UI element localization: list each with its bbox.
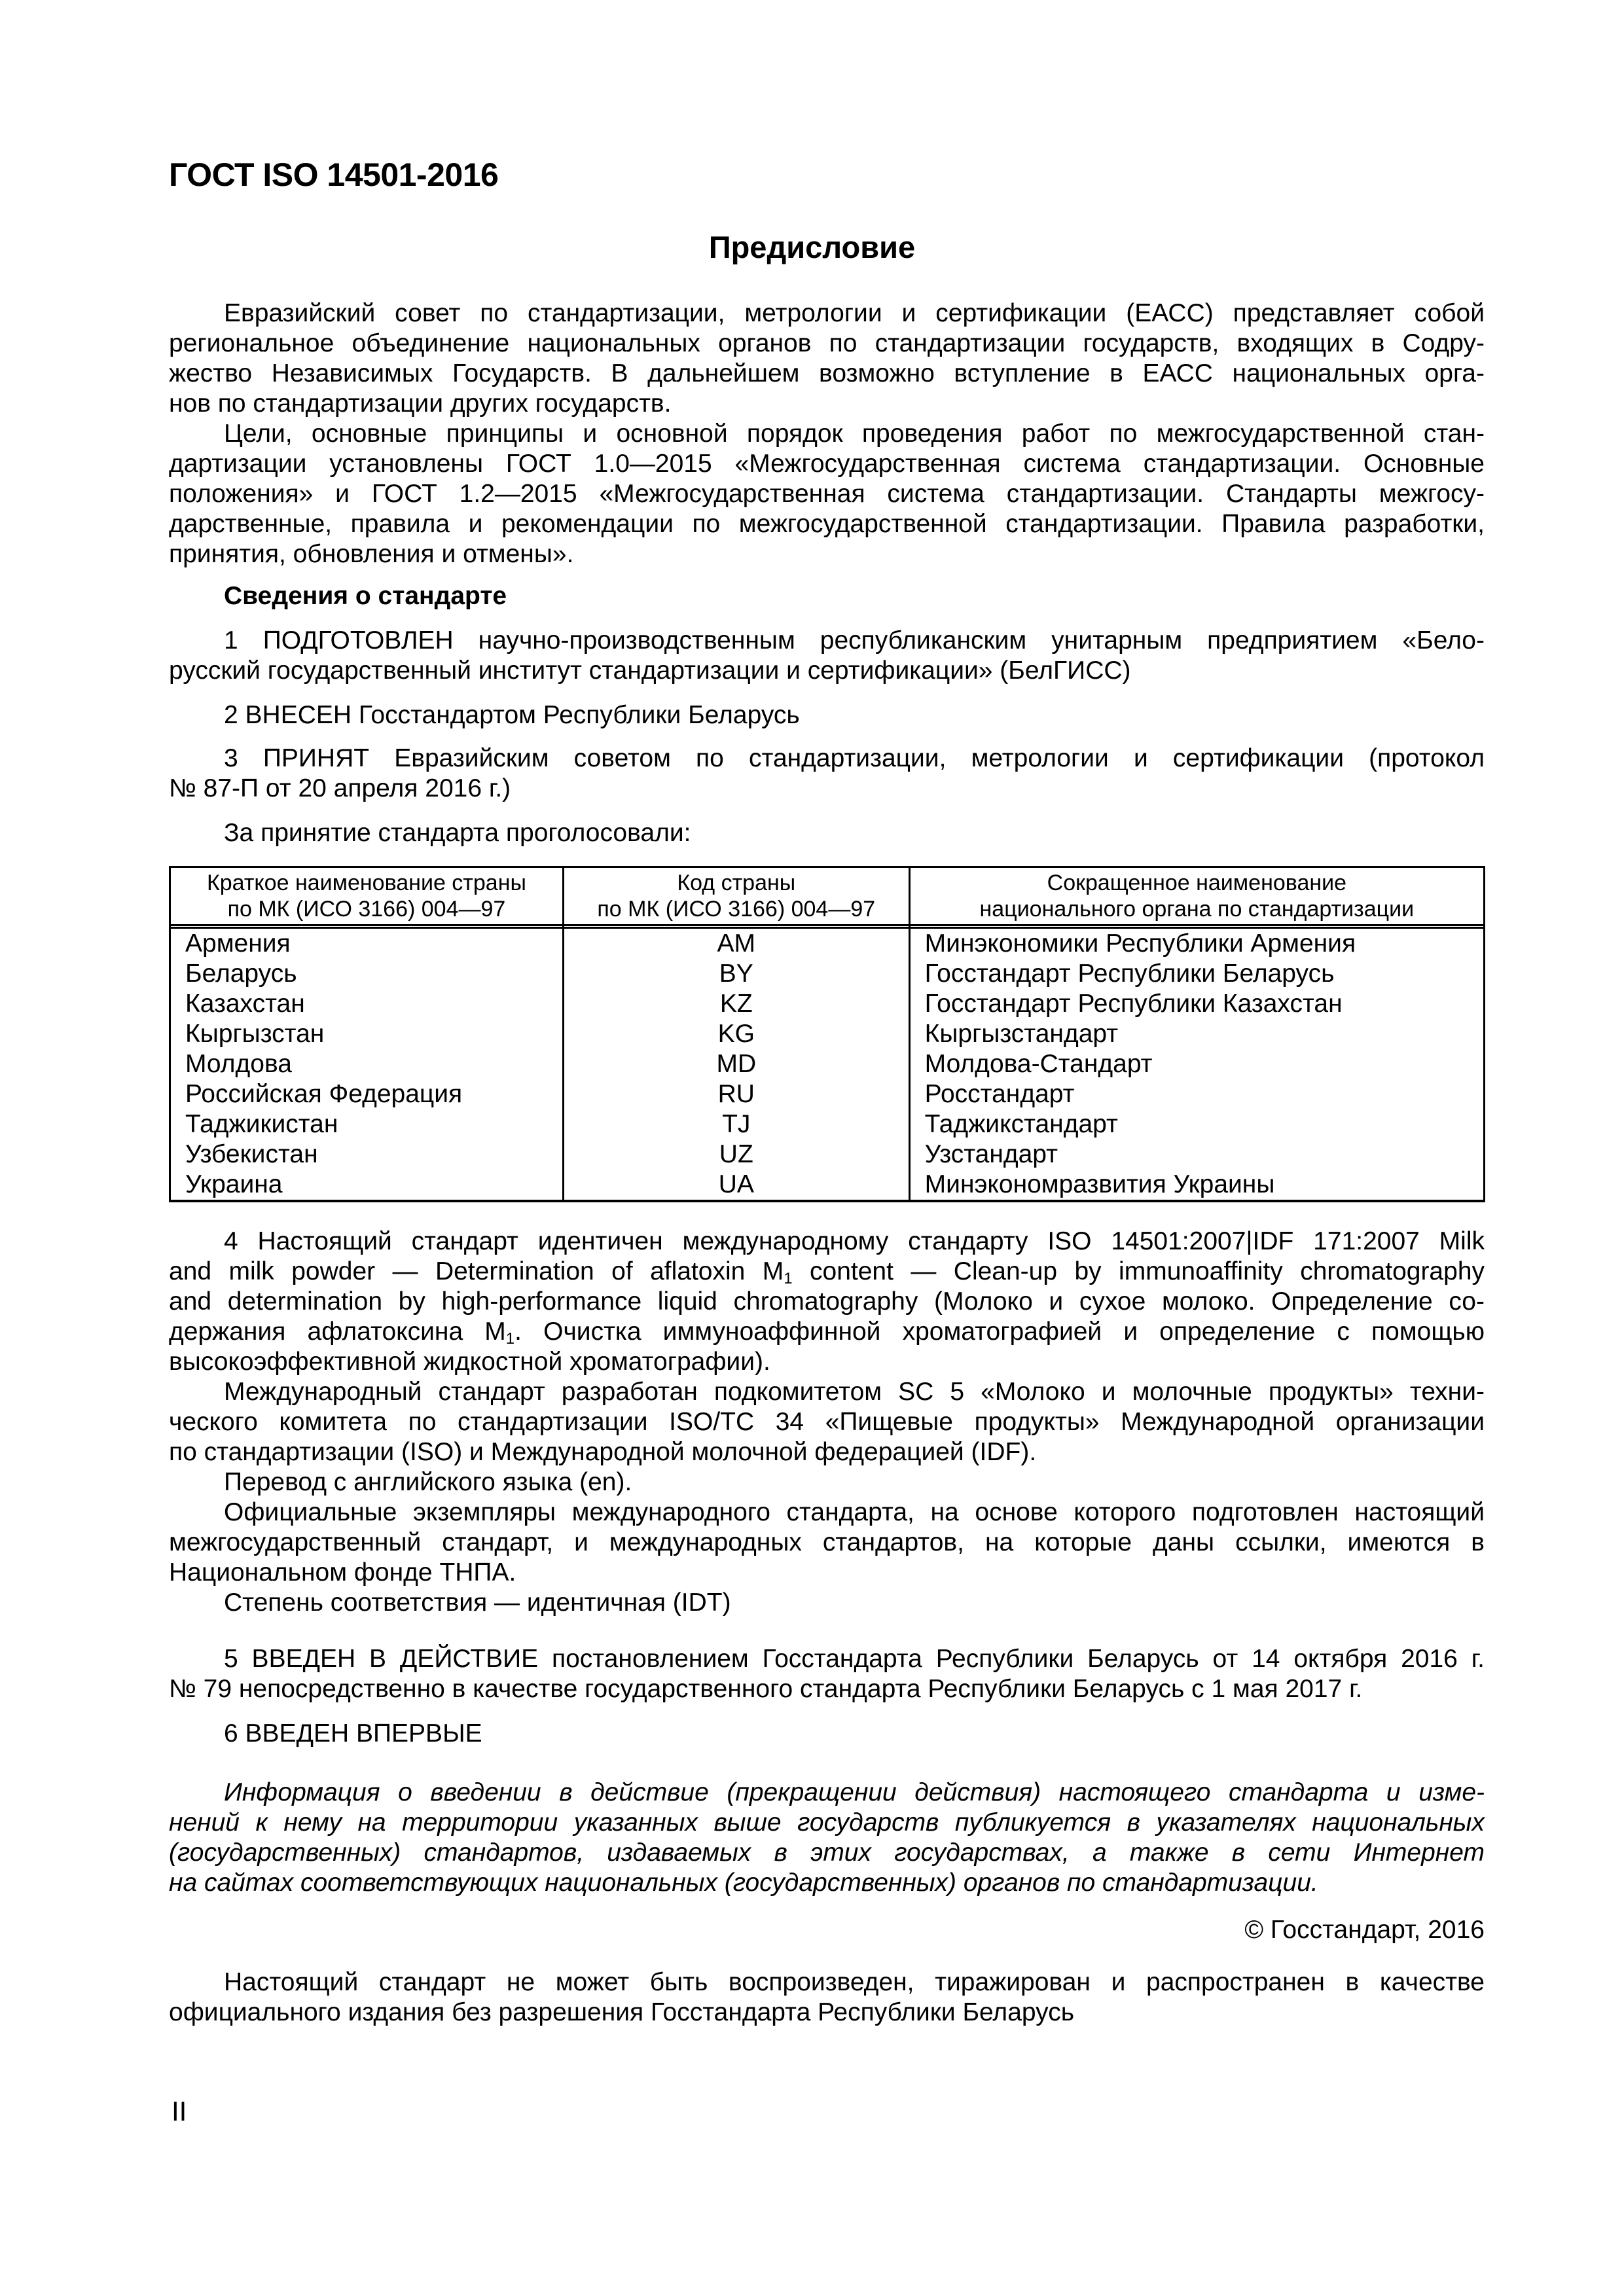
item-text: Евразийским советом по стандартизации, метрологии и сертификации (протокол <box>394 744 1485 772</box>
item-label: 3 ПРИНЯТ <box>224 744 370 772</box>
text-line: 4 Настоящий стандарт идентичен международному стандарту ISO 14501:2007|IDF 171:2007 Milk <box>224 1227 1485 1255</box>
table-row <box>170 1019 1485 1049</box>
text-line <box>169 626 1485 656</box>
standards-body: Росстандарт <box>909 1079 1484 1109</box>
text-line: Евразийский совет по стандартизации, метрологии и сертификации (ЕАСС) представляет собой <box>224 299 1485 327</box>
text-line: жество Независимых Государств. В дальнейшем возможно вступление в ЕАСС национальных орга- <box>169 359 1485 387</box>
country-name: Узбекистан <box>170 1139 564 1170</box>
header-line: по МК (ИСО 3166) 004—97 <box>597 897 876 922</box>
text-line <box>169 700 1485 730</box>
text-line <box>169 744 1485 774</box>
text-line: Официальные экземпляры международного стандарта, на основе которого подготовлен настоящий <box>224 1498 1485 1526</box>
standards-body: Госстандарт Республики Казахстан <box>909 989 1484 1019</box>
subscript: 1 <box>505 1330 515 1348</box>
page-heading: Предисловие <box>708 230 916 264</box>
item-1 <box>169 626 1485 686</box>
text-line: нений к нему на территории указанных выше государств публикуется в указателях национальных <box>169 1808 1485 1837</box>
item-text: постановлением Госстандарта Республики Беларусь от 14 октября 2016 г. <box>552 1645 1485 1673</box>
item-6 <box>169 1719 1485 1749</box>
text-line: Цели, основные принципы и основной порядок проведения работ по межгосударственной стан- <box>224 420 1485 448</box>
text-line: региональное объединение национальных органов по стандартизации государств, входящих в Содру- <box>169 329 1485 357</box>
text-line: высокоэффективной жидкостной хроматографии). <box>169 1348 770 1376</box>
header-line: Код страны <box>677 870 796 895</box>
table-row <box>170 1079 1485 1109</box>
country-name: Украина <box>170 1170 564 1201</box>
text-fragment: . Очистка иммуноаффинной хроматографией и определение с помощью <box>514 1318 1485 1346</box>
text-line: Информация о введении в действие (прекращении действия) настоящего стандарта и изме- <box>224 1778 1485 1806</box>
text-fragment: and milk powder — Determination of aflatoxin M <box>169 1257 784 1285</box>
country-code: UZ <box>563 1139 909 1170</box>
copyright <box>169 1915 1485 1945</box>
country-code: BY <box>563 959 909 989</box>
standards-body: Минэкономики Республики Армения <box>909 928 1484 960</box>
text-line: Настоящий стандарт не может быть воспроизведен, тиражирован и распространен в качестве <box>224 1968 1485 1996</box>
section-heading: Сведения о стандарте <box>224 582 507 610</box>
header-line: по МК (ИСО 3166) 004—97 <box>227 897 506 922</box>
item-label: 6 ВВЕДЕН ВПЕРВЫЕ <box>224 1719 482 1748</box>
text-line: № 79 непосредственно в качестве государственного стандарта Республики Беларусь с 1 мая 2017 г. <box>169 1675 1363 1703</box>
standards-body: Минэкономразвития Украины <box>909 1170 1484 1201</box>
item-label: 5 ВВЕДЕН В ДЕЙСТВИЕ <box>224 1645 539 1673</box>
section-title <box>169 581 1485 611</box>
text-line: ческого комитета по стандартизации ISO/TC 34 «Пищевые продукты» Международной организации <box>169 1408 1485 1436</box>
text-line: на сайтах соответствующих национальных (государственных) органов по стандартизации. <box>169 1869 1318 1897</box>
country-code: AM <box>563 928 909 960</box>
table-row <box>170 989 1485 1019</box>
item-4 <box>169 1227 1485 1618</box>
table-row <box>170 1109 1485 1139</box>
item-text: Госстандартом Республики Беларусь <box>358 701 800 729</box>
text-line: Национальном фонде ТНПА. <box>169 1558 516 1587</box>
header-line: национального органа по стандартизации <box>979 897 1415 922</box>
text-line: Степень соответствия — идентичная (IDT) <box>224 1588 731 1617</box>
country-code: KZ <box>563 989 909 1019</box>
country-name: Таджикистан <box>170 1109 564 1139</box>
item-text: научно-производственным республиканским унитарным предприятием «Бело- <box>478 626 1485 655</box>
country-name: Беларусь <box>170 959 564 989</box>
text-line: официального издания без разрешения Госстандарта Республики Беларусь <box>169 1998 1075 2026</box>
implementation-notice <box>169 1778 1485 1898</box>
table-row <box>170 928 1485 960</box>
country-code: TJ <box>563 1109 909 1139</box>
text-fragment: держания афлатоксина M <box>169 1318 506 1346</box>
country-name: Молдова <box>170 1049 564 1079</box>
text-line: Международный стандарт разработан подкомитетом SC 5 «Молоко и молочные продукты» техни- <box>224 1378 1485 1406</box>
standards-body: Госстандарт Республики Беларусь <box>909 959 1484 989</box>
item-2 <box>169 700 1485 730</box>
table-row <box>170 1049 1485 1079</box>
header-country-code <box>563 867 909 925</box>
text-line: нов по стандартизации других государств. <box>169 389 672 418</box>
voting-countries-table <box>169 866 1485 1202</box>
standards-body: Таджикстандарт <box>909 1109 1484 1139</box>
subscript: 1 <box>784 1270 793 1287</box>
text-line: русский государственный институт стандартизации и сертификации» (БелГИСС) <box>169 656 1131 685</box>
country-name: Кыргызстан <box>170 1019 564 1049</box>
text-line: по стандартизации (ISO) и Международной молочной федерацией (IDF). <box>169 1438 1037 1466</box>
voted-label <box>169 818 1485 848</box>
text-line: принятия, обновления и отмены». <box>169 540 574 568</box>
text-line <box>169 1257 1485 1287</box>
item-label: 2 ВНЕСЕН <box>224 701 352 729</box>
text-line: Перевод с английского языка (en). <box>224 1468 632 1496</box>
header-standards-body <box>909 867 1484 925</box>
standards-body: Узстандарт <box>909 1139 1484 1170</box>
table-header-row <box>170 867 1485 925</box>
country-name: Казахстан <box>170 989 564 1019</box>
table-row <box>170 1139 1485 1170</box>
text-line <box>169 1644 1485 1674</box>
item-5 <box>169 1644 1485 1704</box>
text-line: and determination by high-performance liquid chromatography (Молоко и сухое молоко. Определение со- <box>169 1287 1485 1316</box>
intro-paragraph-1 <box>169 298 1485 419</box>
country-code: KG <box>563 1019 909 1049</box>
country-code: RU <box>563 1079 909 1109</box>
country-name: Российская Федерация <box>170 1079 564 1109</box>
table-row <box>170 959 1485 989</box>
table-row <box>170 1170 1485 1201</box>
header-line: Краткое наименование страны <box>206 870 526 895</box>
reproduction-notice <box>169 1967 1485 2028</box>
country-code: MD <box>563 1049 909 1079</box>
standards-body: Молдова-Стандарт <box>909 1049 1484 1079</box>
copyright-text: © Госстандарт, 2016 <box>1244 1916 1485 1944</box>
document-id: ГОСТ ISO 14501-2016 <box>169 156 499 193</box>
header-line: Сокращенное наименование <box>1047 870 1347 895</box>
text-line: дарственные, правила и рекомендации по межгосударственной стандартизации. Правила разработки, <box>169 510 1485 538</box>
text-line: (государственных) стандартов, издаваемых в этих государствах, а также в сети Интернет <box>169 1839 1485 1867</box>
text-fragment: content — Clean-up by immunoaffinity chromatography <box>792 1257 1485 1285</box>
page-number: II <box>171 2096 187 2126</box>
text-line: положения» и ГОСТ 1.2—2015 «Межгосударственная система стандартизации. Стандарты межгосу- <box>169 480 1485 508</box>
text-line: № 87-П от 20 апреля 2016 г.) <box>169 774 511 802</box>
text-line: За принятие стандарта проголосовали: <box>224 819 691 847</box>
intro-paragraph-2 <box>169 419 1485 569</box>
header-country-name <box>170 867 564 925</box>
text-line: межгосударственный стандарт, и международных стандартов, на которые даны ссылки, имеются в <box>169 1528 1485 1556</box>
country-code: UA <box>563 1170 909 1201</box>
text-line <box>169 1317 1485 1347</box>
item-label: 1 ПОДГОТОВЛЕН <box>224 626 454 655</box>
item-3 <box>169 744 1485 804</box>
text-line: дартизации установлены ГОСТ 1.0—2015 «Межгосударственная система стандартизации. Основные <box>169 450 1485 478</box>
country-name: Армения <box>170 928 564 960</box>
standards-body: Кыргызстандарт <box>909 1019 1484 1049</box>
